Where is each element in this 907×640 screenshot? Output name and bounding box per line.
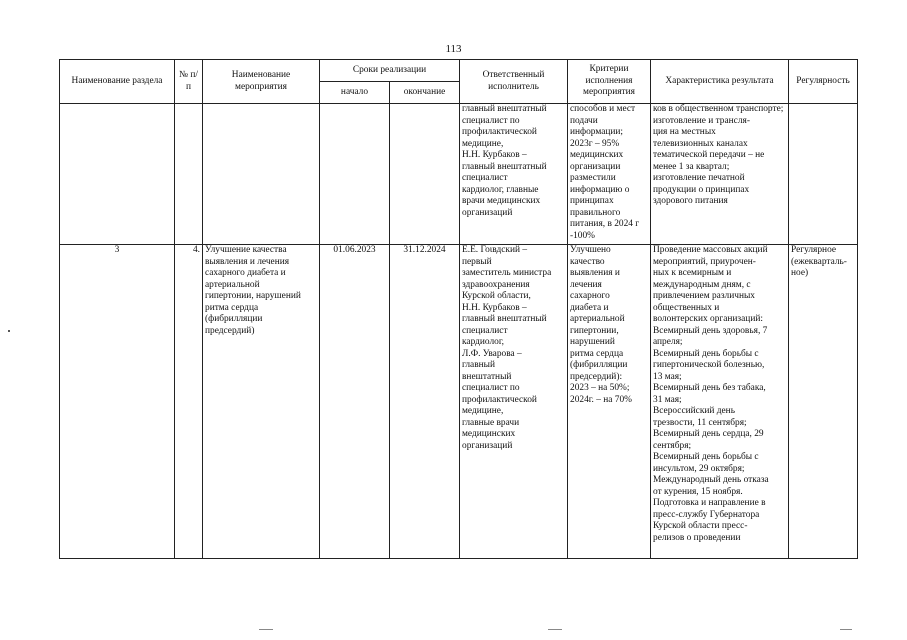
cell-line: организаций xyxy=(462,207,513,218)
cell-line: лечения xyxy=(570,279,602,290)
cell-line: 13 мая; xyxy=(653,371,682,382)
cell-line: подачи xyxy=(570,115,598,126)
cell-line: 2023г – 95% xyxy=(570,138,620,149)
cell-line: Подготовка и направление в xyxy=(653,498,766,508)
cell-line: ное) xyxy=(791,268,809,278)
cell-line: профилактической xyxy=(462,127,537,137)
cell-line: гипертонической болезнью, xyxy=(653,360,765,370)
cell-line: привлечением различных xyxy=(653,291,755,301)
cell-line: ритма сердца xyxy=(205,302,259,313)
cell-line: инсультом, 29 октября; xyxy=(653,463,745,474)
cell-result xyxy=(651,245,789,559)
cell-line: Е.Е. Гоιвдский – xyxy=(462,245,528,255)
cell-event xyxy=(203,245,320,559)
cell-line: медицине, xyxy=(462,138,504,149)
cell-line: способов и мест xyxy=(570,104,636,114)
scan-artifact xyxy=(259,629,273,630)
cell-criteria xyxy=(568,245,651,559)
cell-line: выявления и лечения xyxy=(205,256,290,267)
cell-line: Всемирный день борьбы с xyxy=(653,452,759,462)
cell-line: Всемирный день борьбы с xyxy=(653,348,759,359)
cell-line: здорового питания xyxy=(653,196,728,206)
cell-line: главный внештатный xyxy=(462,314,547,324)
header-responsible: Ответственный исполнитель xyxy=(460,60,568,104)
cell-line: главный внештатный xyxy=(462,104,547,114)
cell-line: главный внештатный xyxy=(462,161,547,172)
header-criteria: Критерии исполнения мероприятия xyxy=(568,60,651,104)
cell-line: (фибрилляции xyxy=(570,360,628,370)
table-row xyxy=(60,104,858,245)
cell-line: главный xyxy=(462,360,495,370)
cell-line: специалист по xyxy=(462,383,520,393)
cell-line: Н.Н. Курбаков – xyxy=(462,150,527,160)
cell-line: качество xyxy=(570,256,605,267)
cell-line: общественных и xyxy=(653,302,720,313)
cell-responsible xyxy=(460,104,568,245)
cell-line: продукции о принципах xyxy=(653,184,750,195)
cell-result xyxy=(651,104,789,245)
cell-line: 2023 – на 50%; xyxy=(570,383,630,393)
header-regularity: Регулярность xyxy=(789,60,858,104)
cell-line: 2024г. – на 70% xyxy=(570,394,632,405)
cell-line: изготовление печатной xyxy=(653,173,745,183)
cell-line: кардиолог, xyxy=(462,337,504,347)
cell-line: сентября; xyxy=(653,440,692,451)
cell-line: (фибрилляции xyxy=(205,314,263,324)
cell-line: гипертонии, нарушений xyxy=(205,291,301,301)
cell-line: информацию о xyxy=(570,184,630,195)
cell-line: врачи медицинских xyxy=(462,196,541,206)
cell-line: нарушений xyxy=(570,337,615,347)
cell-line: правильного xyxy=(570,207,621,218)
cell-line: релизов о проведении xyxy=(653,532,741,543)
cell-line: Улучшено xyxy=(570,245,611,255)
cell-line: ция на местных xyxy=(653,127,716,137)
cell-line: апреля; xyxy=(653,337,683,347)
cell-line: артериальной xyxy=(205,279,260,290)
cell-line: специалист xyxy=(462,325,508,336)
cell-line: мероприятий, приурочен- xyxy=(653,256,756,267)
cell-line: питания, в 2024 г xyxy=(570,219,640,229)
cell-line: Н.Н. Курбаков – xyxy=(462,302,527,313)
cell-line: кардиолог, главные xyxy=(462,184,539,195)
cell-line: предсердий) xyxy=(205,325,255,336)
cell-line: Курской области пресс- xyxy=(653,521,748,531)
cell-end xyxy=(390,104,460,245)
cell-line: медицинских xyxy=(462,429,516,439)
cell-line: -100% xyxy=(570,230,595,241)
cell-line: организаций xyxy=(462,440,513,451)
cell-line: Л.Ф. Уварова – xyxy=(462,348,522,359)
cell-line: сахарного xyxy=(570,291,610,301)
cell-criteria xyxy=(568,104,651,245)
page-number: 113 xyxy=(445,43,462,55)
cell-line: первый xyxy=(462,256,492,267)
cell-line: Всероссийский день xyxy=(653,406,735,416)
header-end: окончание xyxy=(390,82,460,104)
cell-line: ков в общественном транспорте; xyxy=(653,104,784,114)
cell-line: информации; xyxy=(570,127,624,137)
header-event-name: Наименование мероприятия xyxy=(203,60,320,104)
cell-responsible xyxy=(460,245,568,559)
cell-line: Всемирный день сердца, 29 xyxy=(653,429,764,439)
cell-line: Всемирный день без табака, xyxy=(653,383,766,393)
cell-line: менее 1 за квартал; xyxy=(653,161,730,172)
cell-section xyxy=(60,104,175,245)
cell-line: международным дням, с xyxy=(653,279,751,290)
cell-regularity xyxy=(789,245,858,559)
header-start: начало xyxy=(320,82,390,104)
cell-event xyxy=(203,104,320,245)
cell-number xyxy=(175,104,203,245)
cell-line: Проведение массовых акций xyxy=(653,245,768,255)
cell-line: специалист xyxy=(462,173,508,183)
cell-line: медицине, xyxy=(462,406,504,416)
header-number: № п/п xyxy=(175,60,203,104)
cell-line: выявления и xyxy=(570,268,620,278)
cell-line: Курской области, xyxy=(462,291,531,301)
scan-artifact xyxy=(8,330,10,332)
cell-line: изготовление и трансля- xyxy=(653,115,750,126)
cell-line: специалист по xyxy=(462,115,520,126)
cell-line: профилактической xyxy=(462,394,537,405)
cell-line: артериальной xyxy=(570,314,625,324)
cell-line: (ежекварталь- xyxy=(791,256,847,267)
cell-line: телевизионных каналах xyxy=(653,138,748,149)
cell-line: предсердий): xyxy=(570,371,623,382)
scan-artifact xyxy=(548,629,562,630)
cell-start: 01.06.2023 xyxy=(320,245,390,559)
header-period: Сроки реализации xyxy=(320,60,460,82)
cell-regularity xyxy=(789,104,858,245)
events-table xyxy=(59,59,858,559)
cell-line: ритма сердца xyxy=(570,348,624,359)
cell-line: Всемирный день здоровья, 7 xyxy=(653,325,768,336)
cell-section: 3 xyxy=(60,245,175,559)
cell-line: волонтерских организаций: xyxy=(653,314,763,324)
cell-end: 31.12.2024 xyxy=(390,245,460,559)
cell-line: Улучшение качества xyxy=(205,245,287,255)
cell-line: разместили xyxy=(570,173,616,183)
cell-line: Регулярное xyxy=(791,245,837,255)
cell-line: внештатный xyxy=(462,371,512,382)
cell-line: заместитель министра xyxy=(462,268,552,278)
cell-line: пресс-службу Губернатора xyxy=(653,509,760,520)
header-result: Характеристика результата xyxy=(651,60,789,104)
scan-artifact xyxy=(840,629,852,630)
cell-line: тематической передачи – не xyxy=(653,150,765,160)
cell-line: принципах xyxy=(570,196,614,206)
cell-line: главные врачи xyxy=(462,417,520,428)
table-row xyxy=(60,245,858,559)
cell-line: 31 мая; xyxy=(653,394,682,405)
cell-start xyxy=(320,104,390,245)
cell-line: медицинских xyxy=(570,150,624,160)
cell-line: от курения, 15 ноября. xyxy=(653,486,743,497)
cell-line: трезвости, 11 сентября; xyxy=(653,417,747,428)
header-section-name: Наименование раздела xyxy=(60,60,175,104)
cell-line: организации xyxy=(570,161,621,172)
cell-line: гипертонии, xyxy=(570,325,619,336)
cell-line: ных к всемирным и xyxy=(653,268,732,278)
cell-line: здравоохранения xyxy=(462,279,530,290)
cell-line: диабета и xyxy=(570,302,609,313)
cell-line: Международный день отказа xyxy=(653,475,769,485)
cell-number: 4. xyxy=(175,245,203,559)
cell-line: сахарного диабета и xyxy=(205,268,286,278)
